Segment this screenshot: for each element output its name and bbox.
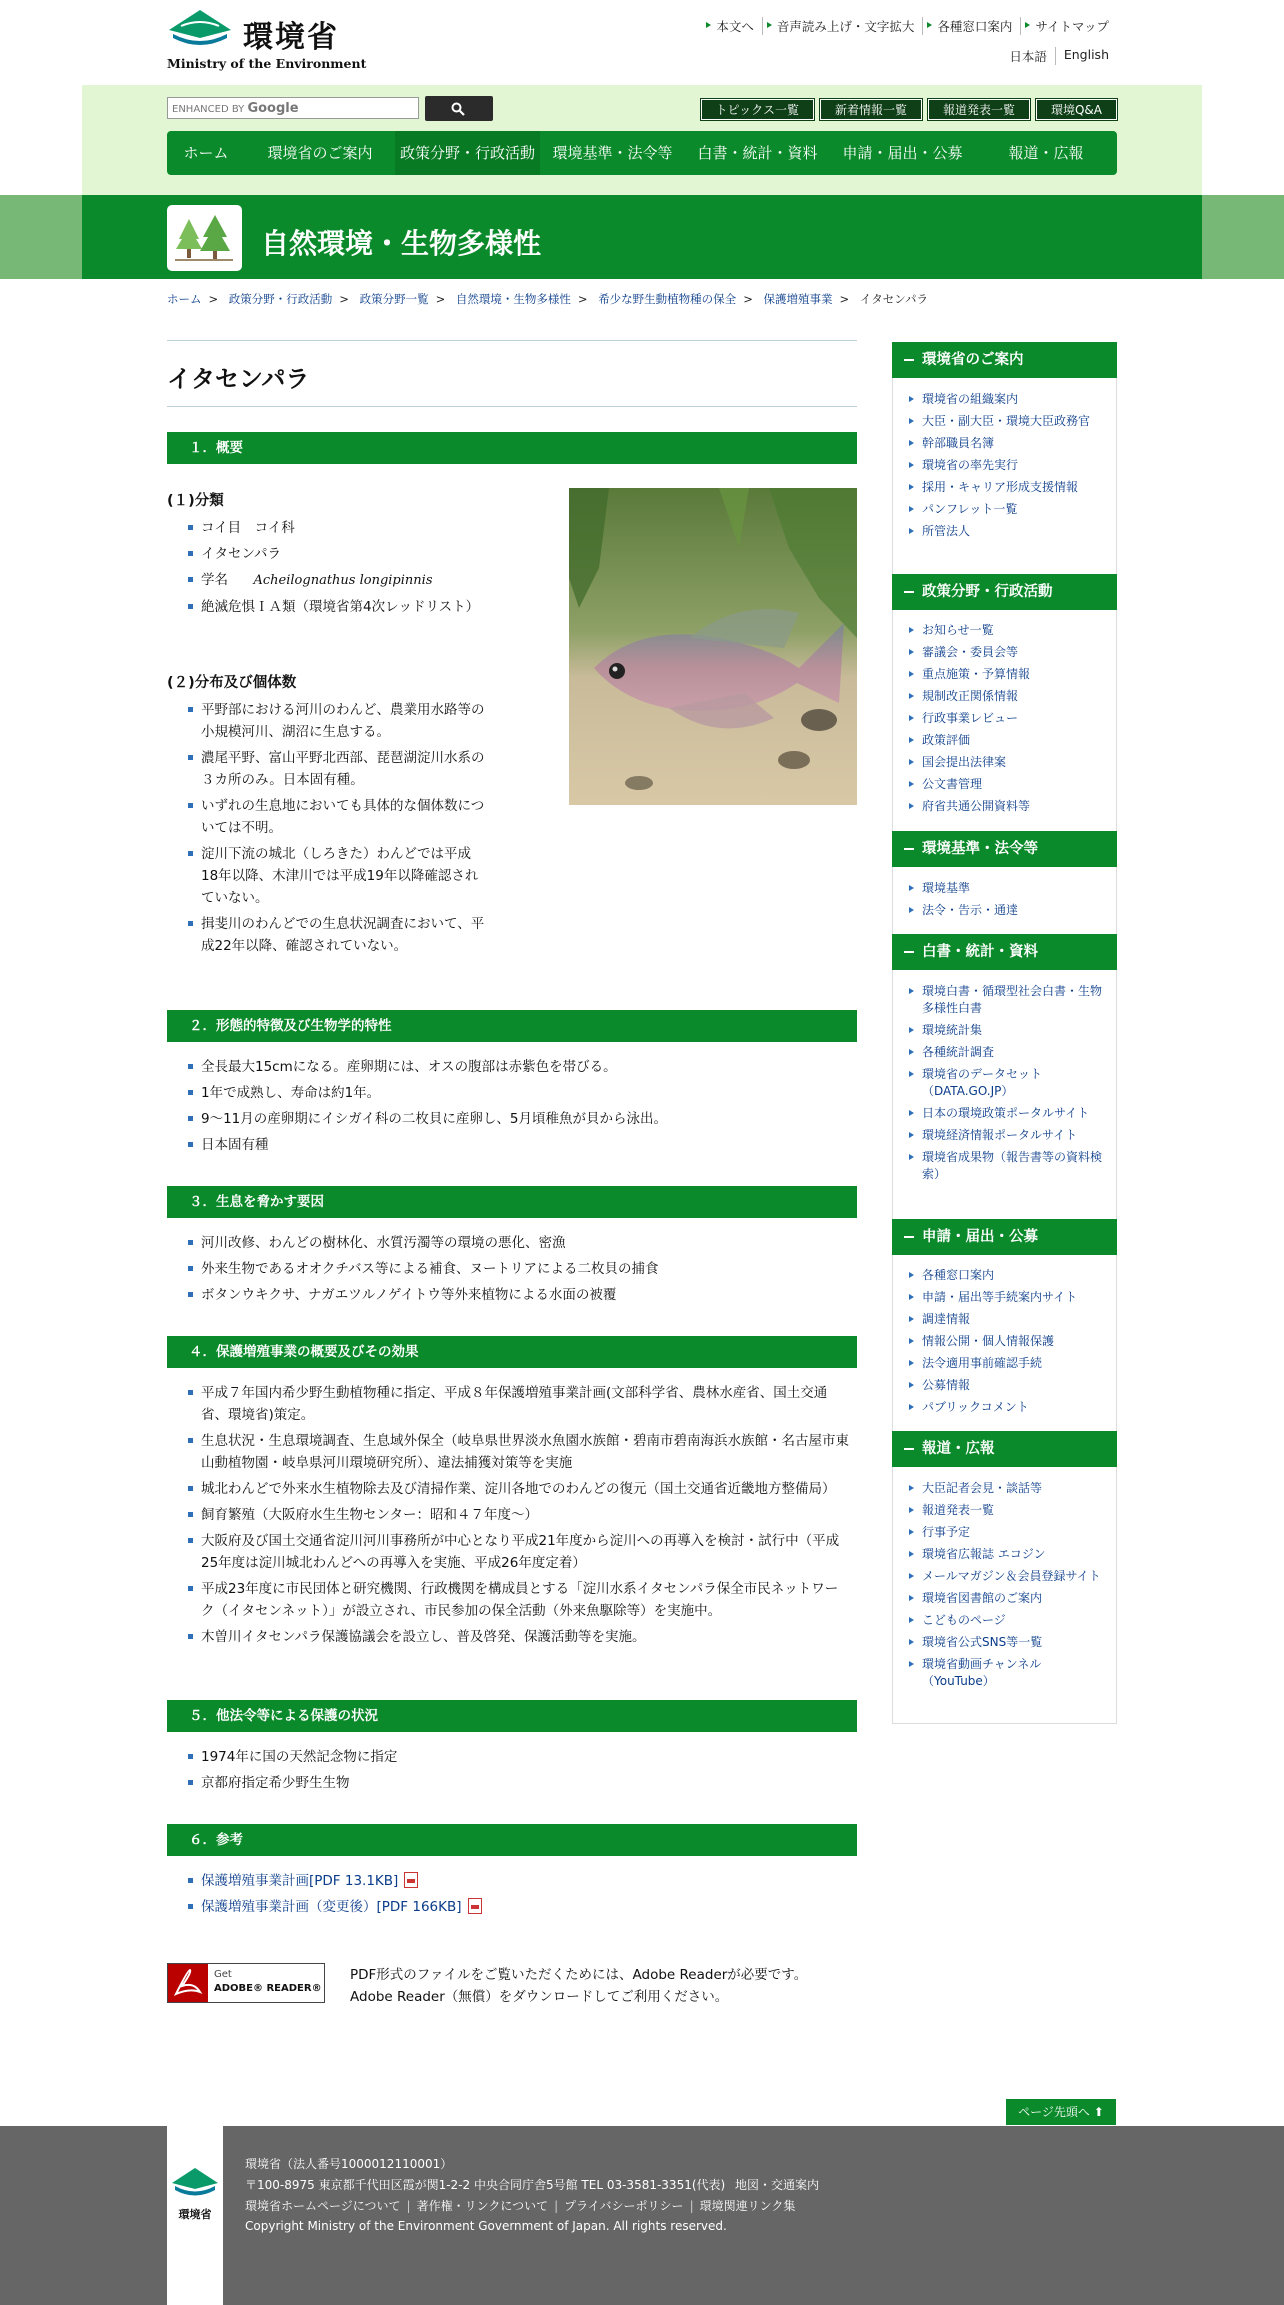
list-item: ボタンウキクサ、ナガエツルノゲイトウ等外来植物による水面の被覆 xyxy=(186,1284,856,1306)
skip-to-content-link[interactable]: 本文へ xyxy=(702,17,762,35)
band-left-gap xyxy=(0,85,82,195)
section-heading-references: ６．参考 xyxy=(167,1824,857,1856)
side-item xyxy=(908,1568,1105,1585)
side-item xyxy=(908,688,1105,705)
category-title: 自然環境・生物多様性 xyxy=(261,227,542,260)
side-item xyxy=(908,1066,1105,1100)
subheading-classification: (１)分類 xyxy=(167,493,224,509)
list-item: 淀川下流の城北（しろきた）わんどでは平成18年以降、木津川では平成19年以降確認されていない。 xyxy=(186,843,486,909)
press-link[interactable]: 報道発表一覧 xyxy=(928,99,1030,120)
conservation-list xyxy=(186,1382,851,1652)
list-item: 9～11月の産卵期にイシガイ科の二枚貝に産卵し、5月頃稚魚が貝から泳出。 xyxy=(186,1108,856,1130)
list-item: 平野部における河川のわんど、農業用水路等の小規模河川、湖沼に生息する。 xyxy=(186,699,486,743)
side-link[interactable]: 法令・告示・通達 xyxy=(922,903,1019,917)
qa-link[interactable]: 環境Q&A xyxy=(1036,99,1117,120)
footer-address xyxy=(245,2176,819,2193)
side-item xyxy=(908,798,1105,815)
ministry-logo-icon xyxy=(170,2166,220,2202)
nav-press[interactable]: 報道・広報 xyxy=(1008,144,1084,162)
list-item: コイ目 コイ科 xyxy=(186,517,476,539)
list-item: 揖斐川のわんどでの生息状況調査において、平成22年以降、確認されていない。 xyxy=(186,913,486,957)
page-top-button[interactable] xyxy=(1006,2099,1116,2125)
nav-policy[interactable]: 政策分野・行政活動 xyxy=(395,131,540,175)
side-link[interactable]: お知らせ一覧 xyxy=(922,623,994,637)
adobe-notice-line2: Adobe Reader（無償）をダウンロードしてご利用ください。 xyxy=(350,1989,729,2005)
side-link[interactable]: 報道発表一覧 xyxy=(922,1503,995,1517)
side-item xyxy=(908,1546,1105,1563)
side-list-about xyxy=(892,391,1117,545)
itasenpara-fish-photo xyxy=(569,488,857,805)
section-heading-morphology: ２．形態的特徴及び生物学的特性 xyxy=(167,1010,857,1042)
footer-corp-number: 環境省（法人番号1000012110001） xyxy=(245,2157,453,2171)
crumb-policy-list[interactable]: 政策分野一覧 xyxy=(359,292,429,306)
search-button[interactable] xyxy=(425,96,493,121)
footer-copyright: Copyright Ministry of the Environment Government of Japan. All rights reserved. xyxy=(245,2219,727,2233)
pdf-link-plan[interactable]: 保護増殖事業計画[PDF 13.1KB] xyxy=(201,1873,399,1889)
ministry-logo-icon xyxy=(167,8,233,52)
scientific-name: Acheilognathus longipinnis xyxy=(253,573,433,588)
footer-logo-name: 環境省 xyxy=(178,2208,212,2221)
side-item xyxy=(908,1267,1105,1284)
references-list xyxy=(186,1870,856,1922)
side-link[interactable]: 日本の環境政策ポータルサイト xyxy=(922,1106,1090,1120)
list-item: 木曽川イタセンパラ保護協議会を設立し、普及啓発、保護活動等を実施。 xyxy=(186,1626,851,1648)
side-item xyxy=(908,1333,1105,1350)
side-item xyxy=(908,983,1105,1017)
footer-link-copyright[interactable]: 著作権・リンクについて xyxy=(416,2199,549,2213)
side-link[interactable]: 調達情報 xyxy=(922,1312,971,1326)
side-link[interactable]: 国会提出法律案 xyxy=(922,755,1007,769)
side-list-whitepaper xyxy=(892,983,1117,1188)
lang-english[interactable]: English xyxy=(1055,47,1117,65)
section-heading-conservation: ４．保護増殖事業の概要及びその効果 xyxy=(167,1336,857,1368)
side-item xyxy=(908,1634,1105,1651)
footer-links: 環境省ホームページについて | 著作権・リンクについて | プライバシーポリシー | 環境関連リンク集 xyxy=(245,2199,796,2213)
section-heading-threats: ３．生息を脅かす要因 xyxy=(167,1186,857,1218)
side-list-press xyxy=(892,1480,1117,1695)
side-link[interactable]: パンフレット一覧 xyxy=(922,502,1018,516)
list-item: いずれの生息地においても具体的な個体数については不明。 xyxy=(186,795,486,839)
list-item: 平成７年国内希少野生動植物種に指定、平成８年保護増殖事業計画(文部科学省、農林水産省、国土交通省、環境省)策定。 xyxy=(186,1382,851,1426)
side-item xyxy=(908,1105,1105,1122)
list-item: 大阪府及び国土交通省淀川河川事務所が中心となり平成21年度から淀川への再導入を検討・試行中（平成25年度は淀川城北わんどへの再導入を実施、平成26年度定着） xyxy=(186,1530,851,1574)
side-link[interactable]: 環境省図書館のご案内 xyxy=(922,1591,1043,1605)
side-item xyxy=(908,523,1105,540)
list-item: 日本固有種 xyxy=(186,1134,856,1156)
morphology-list xyxy=(186,1056,856,1160)
side-link[interactable]: 大臣記者会見・談話等 xyxy=(922,1481,1043,1495)
side-item xyxy=(908,1502,1105,1519)
crumb-current: イタセンパラ xyxy=(859,292,928,306)
adobe-get-label: Get xyxy=(214,1969,232,1980)
crumb-rare-species[interactable]: 希少な野生動植物種の保全 xyxy=(598,292,737,306)
distribution-list xyxy=(186,699,486,961)
side-link[interactable]: 環境省の組織案内 xyxy=(922,392,1019,406)
side-item xyxy=(908,1022,1105,1039)
side-list-policy xyxy=(892,622,1117,820)
list-item: 絶滅危惧ＩＡ類（環境省第4次レッドリスト） xyxy=(186,596,476,618)
side-item xyxy=(908,1149,1105,1183)
side-item xyxy=(908,622,1105,639)
threats-list xyxy=(186,1232,856,1310)
side-link[interactable]: パブリックコメント xyxy=(922,1400,1029,1414)
side-link[interactable]: 各種統計調査 xyxy=(922,1045,995,1059)
nav-whitepaper[interactable]: 白書・統計・資料 xyxy=(697,144,818,162)
side-link[interactable]: 府省共通公開資料等 xyxy=(922,799,1031,813)
utility-nav xyxy=(702,17,1117,35)
adobe-notice-line1: PDF形式のファイルをご覧いただくためには、Adobe Readerが必要です。 xyxy=(350,1967,808,1983)
footer-logo xyxy=(167,2126,223,2305)
side-item xyxy=(908,435,1105,452)
other-laws-list xyxy=(186,1746,856,1798)
side-link[interactable]: 規制改正関係情報 xyxy=(922,689,1019,703)
side-item xyxy=(908,501,1105,518)
crumb-nature[interactable]: 自然環境・生物多様性 xyxy=(455,292,571,306)
side-link[interactable]: 公文書管理 xyxy=(922,777,983,791)
side-item xyxy=(908,776,1105,793)
list-item xyxy=(186,1870,856,1892)
side-list-application xyxy=(892,1267,1117,1421)
side-link[interactable]: 公募情報 xyxy=(922,1378,971,1392)
side-link[interactable]: 採用・キャリア形成支援情報 xyxy=(922,480,1079,494)
side-link[interactable]: 申請・届出等手続案内サイト xyxy=(922,1290,1078,1304)
crumb-breeding[interactable]: 保護増殖事業 xyxy=(763,292,833,306)
side-list-standards xyxy=(892,880,1117,924)
breadcrumb: ホーム > 政策分野・行政活動 > 政策分野一覧 > 自然環境・生物多様性 > 希少な野生動植物種の保全 > 保護増殖事業 > イタセンパラ xyxy=(167,292,928,306)
side-link[interactable]: 審議会・委員会等 xyxy=(922,645,1019,659)
list-item: 平成23年度に市民団体と研究機関、行政機関を構成員とする「淀川水系イタセンパラ保全市民ネットワーク（イタセンネット）」が設立され、市民参加の保全活動（外来魚駆除等）を実施中。 xyxy=(186,1578,851,1622)
side-item xyxy=(908,880,1105,897)
side-heading-application[interactable]: 申請・届出・公募 xyxy=(892,1219,1117,1255)
side-item xyxy=(908,1289,1105,1306)
side-item xyxy=(908,754,1105,771)
list-item: 外来生物であるオオクチバス等による補食、ヌートリアによる二枚貝の捕食 xyxy=(186,1258,856,1280)
side-link[interactable]: 環境統計集 xyxy=(922,1023,983,1037)
list-item: 河川改修、わんどの樹林化、水質汚濁等の環境の悪化、密漁 xyxy=(186,1232,856,1254)
side-link[interactable]: 環境省のデータセット（DATA.GO.JP） xyxy=(922,1067,1043,1098)
list-item: 京都府指定希少野生生物 xyxy=(186,1772,856,1794)
nav-home[interactable]: ホーム xyxy=(183,144,229,162)
logo-english: Ministry of the Environment xyxy=(167,56,367,71)
accessibility-link[interactable]: 音声読み上げ・文字拡大 xyxy=(762,17,923,35)
side-link[interactable]: 大臣・副大臣・環境大臣政務官 xyxy=(922,414,1091,428)
news-link[interactable]: 新着情報一覧 xyxy=(820,99,922,120)
list-item: 1年で成熟し、寿命は約1年。 xyxy=(186,1082,856,1104)
page-title: イタセンパラ xyxy=(167,365,310,393)
list-item xyxy=(186,1896,856,1918)
crumb-policy[interactable]: 政策分野・行政活動 xyxy=(228,292,333,306)
side-item xyxy=(908,1612,1105,1629)
list-item: 学名 Acheilognathus longipinnis xyxy=(186,569,476,592)
side-link[interactable]: 行事予定 xyxy=(922,1525,971,1539)
footer-address-text: 〒100-8975 東京都千代田区霞が関1-2-2 中央合同庁舎5号館 TEL 03-3581-3351(代表) xyxy=(245,2178,726,2192)
side-item xyxy=(908,391,1105,408)
side-item xyxy=(908,1480,1105,1497)
list-item: 全長最大15cmになる。産卵期には、オスの腹部は赤紫色を帯びる。 xyxy=(186,1056,856,1078)
side-link[interactable]: 環境白書・循環型社会白書・生物多様性白書 xyxy=(922,984,1103,1015)
side-heading-policy[interactable]: 政策分野・行政活動 xyxy=(892,574,1117,610)
title-rule-bottom xyxy=(167,406,857,407)
side-item xyxy=(908,1399,1105,1416)
side-heading-whitepaper[interactable]: 白書・統計・資料 xyxy=(892,934,1117,970)
list-item: 1974年に国の天然記念物に指定 xyxy=(186,1746,856,1768)
logo-japanese: 環境省 xyxy=(243,20,339,55)
side-link[interactable]: 環境経済情報ポータルサイト xyxy=(922,1128,1078,1142)
side-link[interactable]: 各種窓口案内 xyxy=(922,1268,995,1282)
sitemap-link[interactable]: サイトマップ xyxy=(1020,17,1117,35)
side-link[interactable]: 環境省成果物（報告書等の資料検索） xyxy=(922,1150,1103,1181)
footer-link-privacy[interactable]: プライバシーポリシー xyxy=(564,2199,684,2213)
side-link[interactable]: こどものページ xyxy=(922,1613,1006,1627)
quick-links xyxy=(701,99,1117,120)
global-nav xyxy=(167,131,1117,175)
section-heading-other-laws: ５．他法令等による保護の状況 xyxy=(167,1700,857,1732)
side-item xyxy=(908,457,1105,474)
lang-japanese[interactable]: 日本語 xyxy=(1009,49,1047,64)
side-item xyxy=(908,1311,1105,1328)
side-item xyxy=(908,479,1105,496)
side-item xyxy=(908,710,1105,727)
side-link[interactable]: 法令適用事前確認手続 xyxy=(922,1356,1043,1370)
side-link[interactable]: 環境省広報誌 エコジン xyxy=(922,1547,1046,1561)
search-brand: Google xyxy=(247,101,299,116)
list-item: イタセンパラ xyxy=(186,543,476,565)
side-item xyxy=(908,902,1105,919)
list-item: 濃尾平野、富山平野北西部、琵琶湖淀川水系の３カ所のみ。日本固有種。 xyxy=(186,747,486,791)
classification-list xyxy=(186,517,480,622)
search-hint: ENHANCED BY xyxy=(172,104,245,115)
subheading-distribution: (２)分布及び個体数 xyxy=(167,675,297,691)
side-link[interactable]: 環境基準 xyxy=(922,881,971,895)
adobe-notice xyxy=(350,1964,807,2008)
side-heading-press[interactable]: 報道・広報 xyxy=(892,1431,1117,1467)
side-link[interactable]: 行政事業レビュー xyxy=(922,711,1019,725)
footer-link-about[interactable]: 環境省ホームページについて xyxy=(245,2199,401,2213)
nav-standards[interactable]: 環境基準・法令等 xyxy=(552,144,673,162)
title-rule-top xyxy=(167,340,857,341)
side-link[interactable]: 政策評価 xyxy=(922,733,971,747)
side-link[interactable]: 幹部職員名簿 xyxy=(922,436,995,450)
side-item xyxy=(908,1355,1105,1372)
side-link[interactable]: 環境省動画チャンネル（YouTube） xyxy=(922,1657,1042,1688)
forest-icon xyxy=(167,205,242,271)
side-item xyxy=(908,1656,1105,1690)
search-icon xyxy=(451,102,465,116)
pdf-link-plan-revised[interactable]: 保護増殖事業計画（変更後）[PDF 166KB] xyxy=(201,1899,462,1915)
side-item xyxy=(908,644,1105,661)
language-switch xyxy=(1001,47,1117,65)
side-link[interactable]: 環境省の率先実行 xyxy=(922,458,1019,472)
nav-application[interactable]: 申請・届出・公募 xyxy=(842,144,963,162)
list-item: 飼育繁殖（大阪府水生生物センター：昭和４７年度～） xyxy=(186,1504,851,1526)
contact-guide-link[interactable]: 各種窓口案内 xyxy=(922,17,1020,35)
pdf-icon xyxy=(468,1898,482,1914)
search-input[interactable] xyxy=(167,97,419,119)
footer-map-link[interactable]: 地図・交通案内 xyxy=(735,2178,820,2192)
side-link[interactable]: メールマガジン＆会員登録サイト xyxy=(922,1569,1101,1583)
side-heading-standards[interactable]: 環境基準・法令等 xyxy=(892,831,1117,867)
crumb-home[interactable]: ホーム xyxy=(167,292,202,306)
side-item xyxy=(908,1590,1105,1607)
footer-link-related[interactable]: 環境関連リンク集 xyxy=(699,2199,796,2213)
pdf-icon xyxy=(404,1872,418,1888)
list-item: 生息状況・生息環境調査、生息域外保全（岐阜県世界淡水魚園水族館・碧南市碧南海浜水族館・名古屋市東山動植物園・岐阜県河川環境研究所）、違法捕獲対策等を実施 xyxy=(186,1430,851,1474)
side-item xyxy=(908,413,1105,430)
adobe-reader-label: ADOBE® READER® xyxy=(214,1983,322,1994)
side-item xyxy=(908,666,1105,683)
side-link[interactable]: 環境省公式SNS等一覧 xyxy=(922,1635,1043,1649)
side-link[interactable]: 情報公開・個人情報保護 xyxy=(922,1334,1055,1348)
side-link[interactable]: 重点施策・予算情報 xyxy=(922,667,1031,681)
side-item xyxy=(908,732,1105,749)
topics-link[interactable]: トピックス一覧 xyxy=(701,99,814,120)
adobe-logo-icon xyxy=(168,1964,208,2002)
list-item: 城北わんどで外来水生植物除去及び清掃作業、淀川各地でのわんどの復元（国土交通省近畿地方整備局） xyxy=(186,1478,851,1500)
nav-about[interactable]: 環境省のご案内 xyxy=(267,144,373,162)
side-item xyxy=(908,1127,1105,1144)
side-item xyxy=(908,1524,1105,1541)
side-link[interactable]: 所管法人 xyxy=(922,524,971,538)
site-logo[interactable] xyxy=(167,8,367,72)
section-heading-overview: １．概要 xyxy=(167,432,857,464)
side-item xyxy=(908,1044,1105,1061)
side-item xyxy=(908,1377,1105,1394)
arrow-up-icon: ⬆ xyxy=(1093,2105,1104,2119)
get-adobe-reader-badge[interactable] xyxy=(167,1963,325,2003)
side-heading-about[interactable]: 環境省のご案内 xyxy=(892,342,1117,378)
page-top-label: ページ先頭へ xyxy=(1018,2105,1090,2119)
